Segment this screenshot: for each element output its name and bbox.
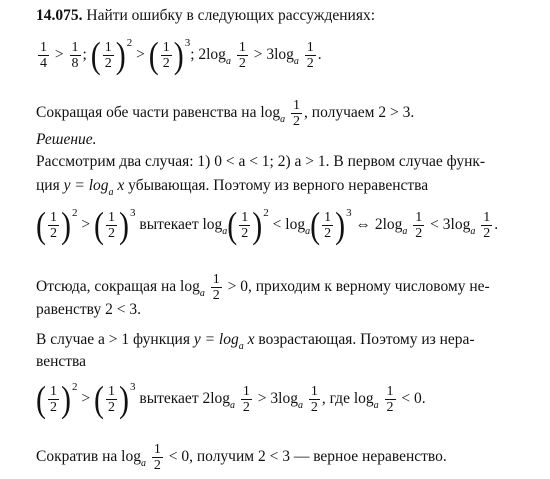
problem-number: 14.075. xyxy=(36,7,83,24)
solution-heading: Решение. xyxy=(36,131,97,148)
two-cases-line: Рассмотрим два случая: 1) 0 < a < 1; 2) a > 1. В первом случае функ- xyxy=(36,153,486,170)
half-cubed: ( 1 2 ) 3 xyxy=(148,34,191,76)
decreasing-line: ция $y = \log_a x$ убывающая. Поэтому из верного неравенства xyxy=(36,177,429,198)
given-inequalities: $\frac{1}{4}$ > $\frac{1}{8}$ ; ( 1 2 ) 2 > ( 1 2 ) 3 ; $2\log_a$ $\frac{1}{2}$ > $3\log_a$ $\frac{1}{2}$ . xyxy=(40,34,322,76)
venstva-line: венства xyxy=(36,353,87,370)
wrong-conclusion: Сокращая обе части равенства на $\log_a$ $\frac{1}{2}$ , получаем 2 > 3. xyxy=(36,98,415,129)
ravenstvu-line: равенству 2 < 3. xyxy=(36,301,141,318)
case2-line: В случае a > 1 функция $y = \log_a x$ возрастающая. Поэтому из нера- xyxy=(36,331,475,352)
gt-sign: > xyxy=(54,46,64,64)
final-line: Сократив на $\log_a$ $\frac{1}{2}$ < 0, получим 2 < 3 — верное неравенство. xyxy=(36,442,447,473)
implication-2: ( 1 2 ) 2 > ( 1 2 ) 3 вытекает $2\log_a$ $\frac{1}{2}$ > $3\log_a$ $\frac{1}{2}$ , где $\log_a$ $\frac{1}{2}$ < 0. xyxy=(36,378,426,420)
implication-1: ( 1 2 ) 2 > ( 1 2 ) 3 вытекает $\log_a$ ( 1 2 ) 2 < $\log_a$ ( 1 2 ) 3 ⇔ $2\log_a$ $\frac{1}{2}$ < $3\log_a$ $\frac{1}{2}$ . xyxy=(36,204,499,246)
fraction-1-8: $\frac{1}{8}$ xyxy=(71,40,79,71)
half-squared: ( 1 2 ) 2 xyxy=(90,34,133,76)
hence-line: Отсюда, сокращая на $\log_a$ $\frac{1}{2}$ > 0, приходим к верному числовому не- xyxy=(36,272,490,303)
fraction-1-4: $\frac{1}{4}$ xyxy=(40,40,47,71)
problem-statement: Найти ошибку в следующих рассуждениях: xyxy=(86,7,376,24)
problem-title xyxy=(36,6,375,26)
